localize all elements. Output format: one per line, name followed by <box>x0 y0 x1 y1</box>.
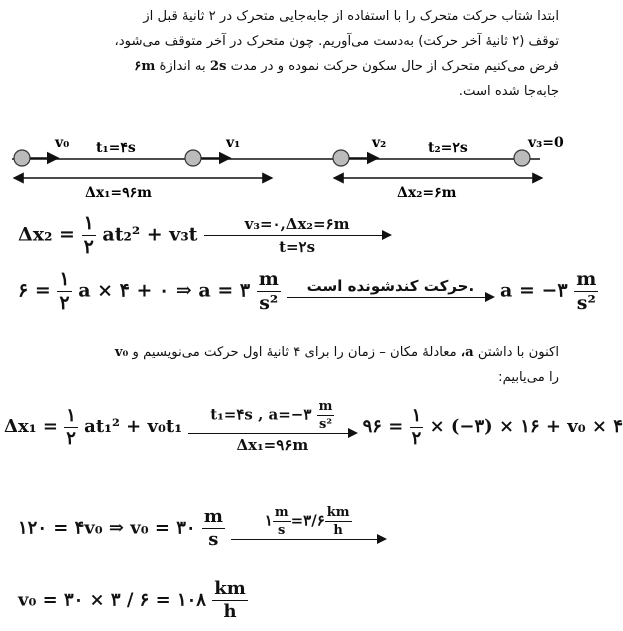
equation-3: Δx₁ = $\frac{۱}{۲}$ at₁² + v₀t₁ t₁=۴s , a=−۳ $\frac{m}{\text{s²}}$ Δx₁=۹۶m ۹۶ = $\frac{۱}{۲}$ × (−۳) × ۱۶ + v₀ × ۴ <box>4 399 623 454</box>
dx2-label: Δx₂=۶m <box>397 185 457 201</box>
equation-1: Δx₂ = $\frac{۱}{۲}$ at₂² + v₃t $\frac{\text{v₃=۰,Δx₂=۶m}}{t=۲s}$ <box>18 214 390 257</box>
equation-5: v₀ = ۳۰ × ۳ / ۶ = ۱۰۸ $\frac{km}{h}$ <box>18 578 246 622</box>
motion-diagram <box>0 130 571 210</box>
accel-unit: $\frac{m}{\text{s²}}$ <box>258 268 279 314</box>
t2-label: t₂=۲s <box>428 140 468 156</box>
equation-4: ۱۲۰ = ۴v₀ ⇒ v₀ = ۳۰ $\frac{m}{s}$ ۱ $\frac{m}{s}$ =۳/۶ $\frac{km}{h}$ <box>18 506 385 549</box>
v2-label: v₂ <box>372 135 387 151</box>
eq1-arrow: $\frac{\text{v₃=۰,Δx₂=۶m}}{t=۲s}$ <box>204 215 390 256</box>
eq2-arrow: حرکت کندشونده است. <box>287 277 493 298</box>
intro-line-2: توقف (۲ ثانیهٔ آخر حرکت) به‌دست می‌آوریم. چون متحرک در آخر متوقف می‌شود، <box>114 34 559 49</box>
duration-value: 2s <box>209 59 227 74</box>
t1-label: t₁=۴s <box>96 140 136 156</box>
intro-line-1: ابتدا شتاب حرکت متحرک را با استفاده از جابه‌جایی متحرک در ۲ ثانیهٔ قبل از <box>143 9 559 24</box>
half-fraction: $\frac{۱}{۲}$ <box>83 212 94 258</box>
v3-label: v₃=0 <box>528 135 564 151</box>
ball-start <box>14 150 30 166</box>
intro-line-3: فرض می‌کنیم متحرک از حال سکون حرکت نموده و در مدت 2s به اندازهٔ ۶m <box>134 59 559 74</box>
ball-end <box>514 150 530 166</box>
ball-1 <box>185 150 201 166</box>
v0-label: v₀ <box>55 135 70 151</box>
dx1-label: Δx₁=۹۶m <box>85 185 152 201</box>
eq3-arrow: t₁=۴s , a=−۳ $\frac{m}{\text{s²}}$ Δx₁=۹۶m <box>188 400 356 454</box>
intro-paragraph <box>11 4 559 104</box>
eq4-arrow: ۱ $\frac{m}{s}$ =۳/۶ $\frac{km}{h}$ <box>231 506 385 540</box>
paragraph-2: اکنون با داشتن a، معادلهٔ مکان – زمان را برای ۴ ثانیهٔ اول حرکت می‌نویسیم و v₀ را می‌یابیم: <box>114 345 559 385</box>
v1-label: v₁ <box>226 135 241 151</box>
equation-2: ۶ = $\frac{۱}{۲}$ a × ۴ + ۰ ⇒ a = ۳ $\frac{m}{\text{s²}}$ حرکت کندشونده است. a = −۳ $\frac{m}{\text{s²}}$ <box>18 268 597 314</box>
intro-line-4: جابه‌جا شده است. <box>458 84 559 99</box>
displacement-value: ۶m <box>134 59 156 74</box>
ball-2 <box>333 150 349 166</box>
